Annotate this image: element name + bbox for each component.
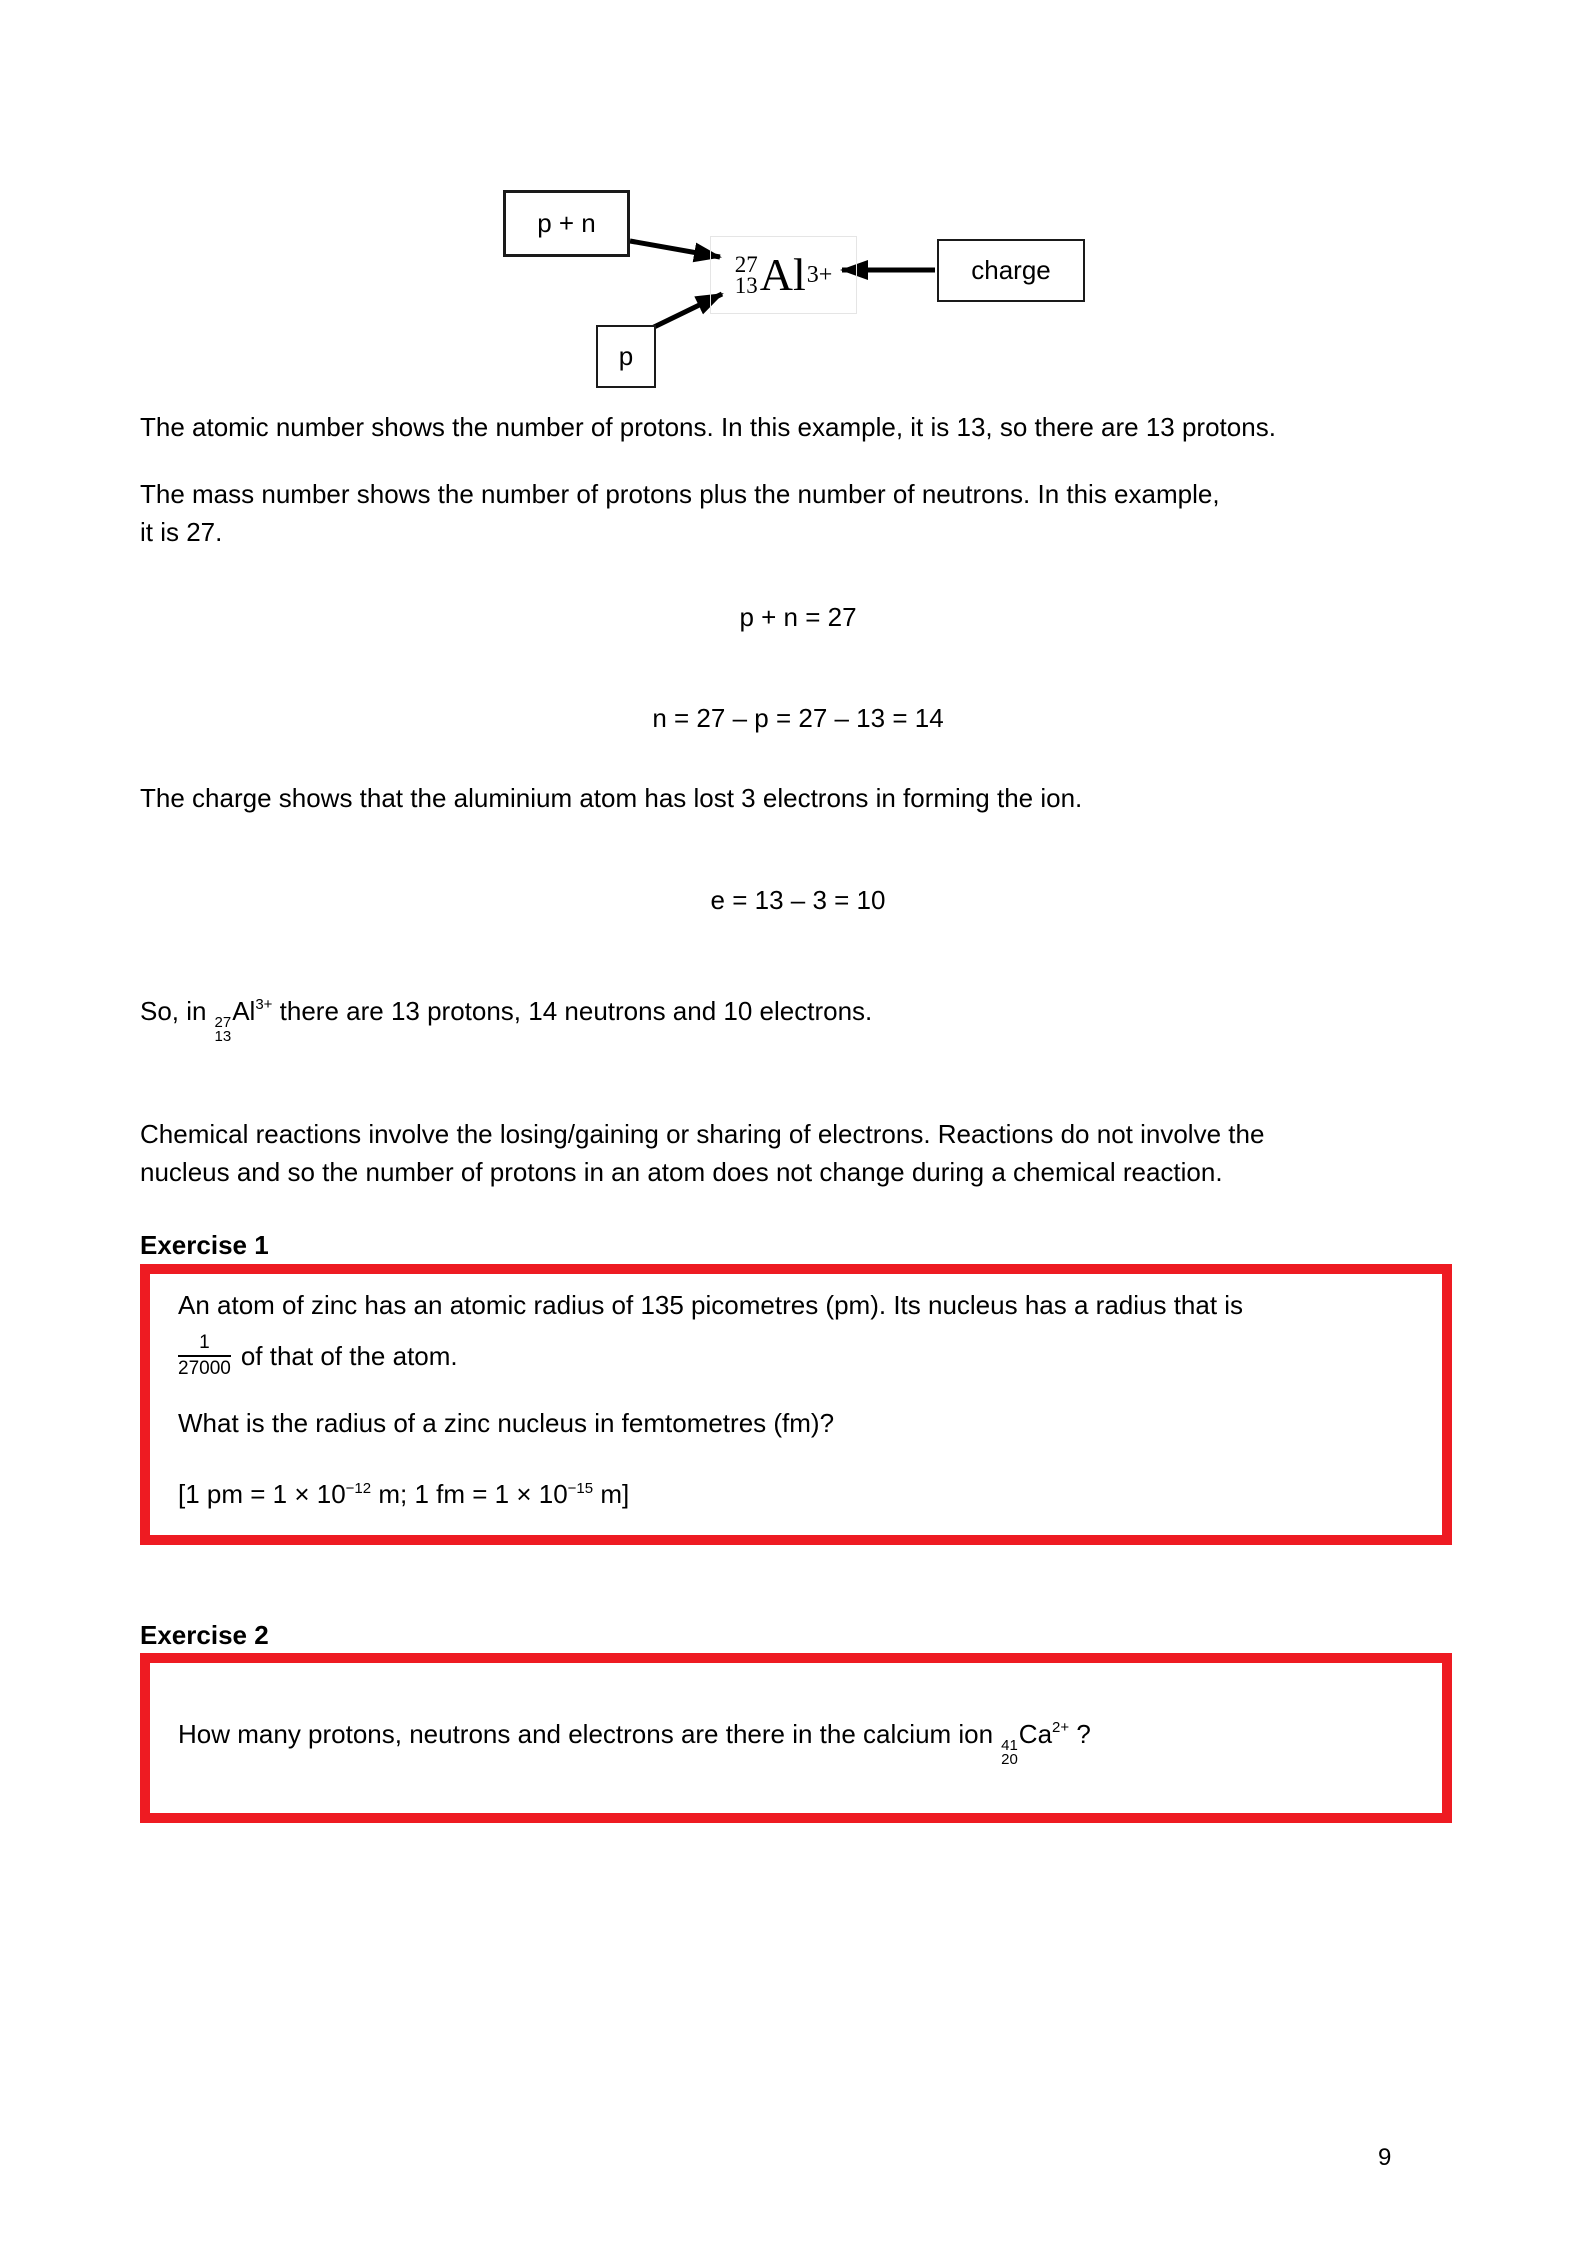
exercise2-question (178, 1709, 1091, 1767)
exercise1-hint (178, 1470, 1422, 1513)
paragraph-mass-number (140, 475, 1456, 551)
exponent-minus12: −12 (345, 1480, 372, 1497)
exercise2-box (140, 1653, 1452, 1823)
equation-electrons: e = 13 – 3 = 10 (710, 885, 886, 915)
exercise1-box (140, 1264, 1452, 1545)
fraction (178, 1332, 231, 1380)
exercise1-fraction-line (178, 1330, 1422, 1382)
element-symbol: Al (759, 249, 806, 300)
isotope-mass-atomic-stack (735, 254, 758, 296)
paragraph-chemical-line2: nucleus and so the number of protons in an atom does not change during a chemical reaction. (140, 1157, 1223, 1187)
protons-box (596, 325, 656, 388)
paragraph-mass-number-line2: it is 27. (140, 517, 223, 547)
exercise2-heading: Exercise 2 (140, 1620, 269, 1650)
ion-charge: 2+ (1052, 1719, 1070, 1736)
fraction-numerator: 1 (178, 1332, 231, 1357)
equation-neutrons: n = 27 – p = 27 – 13 = 14 (652, 703, 944, 733)
mass-number: 27 (734, 252, 758, 277)
exercise2-question-suffix: ? (1076, 1719, 1091, 1749)
exercise1-line1: An atom of zinc has an atomic radius of 135 picometres (pm). Its nucleus has a radius that is (178, 1290, 1244, 1320)
isotope-notation-inline-ca (993, 1719, 1070, 1768)
paragraph-chemical-line1: Chemical reactions involve the losing/gaining or sharing of electrons. Reactions do not involve the (140, 1119, 1265, 1149)
element-symbol: Ca (1018, 1719, 1053, 1749)
mass-number: 41 (1001, 1737, 1018, 1754)
protons-label: p (618, 341, 634, 371)
ion-charge: 3+ (255, 996, 273, 1013)
atomic-number: 13 (214, 1028, 232, 1045)
summary-prefix: So, in (140, 996, 207, 1026)
protons-plus-neutrons-box (503, 190, 630, 257)
diagram-arrows (0, 0, 1587, 450)
exercise1-question: What is the radius of a zinc nucleus in femtometres (fm)? (178, 1408, 835, 1438)
exercise2-question-prefix: How many protons, neutrons and electrons are there in the calcium ion (178, 1719, 994, 1749)
paragraph-chemical-reactions (140, 1115, 1456, 1191)
ion-charge: 3+ (806, 261, 833, 288)
mass-number: 27 (214, 1014, 232, 1031)
isotope-mass-atomic-stack (215, 1016, 232, 1044)
isotope-mass-atomic-stack (1001, 1739, 1018, 1767)
hint-part2: m; 1 fm = 1 × 10 (371, 1479, 568, 1509)
page-number: 9 (1378, 2144, 1392, 2171)
charge-label: charge (971, 255, 1051, 285)
element-symbol: Al (232, 996, 256, 1026)
summary-suffix: there are 13 protons, 14 neutrons and 10 electrons. (279, 996, 873, 1026)
paragraph-atomic-number: The atomic number shows the number of protons. In this example, it is 13, so there are 13 protons. (140, 412, 1276, 442)
equation-protons-neutrons: p + n = 27 (739, 602, 857, 632)
paragraph-charge: The charge shows that the aluminium atom has lost 3 electrons in forming the ion. (140, 783, 1083, 813)
arrow-pn-to-isotope (630, 241, 720, 257)
paragraph-summary (140, 986, 1456, 1044)
hint-part1: [1 pm = 1 × 10 (178, 1479, 346, 1509)
isotope-notation-inline-al (207, 996, 273, 1045)
fraction-suffix: of that of the atom. (240, 1341, 458, 1371)
protons-plus-neutrons-label: p + n (537, 208, 596, 238)
isotope-notation-aluminium (710, 236, 857, 314)
exercise1-heading: Exercise 1 (140, 1230, 269, 1260)
fraction-denominator: 27000 (178, 1358, 231, 1379)
atomic-number: 13 (734, 273, 758, 298)
charge-box (937, 239, 1085, 302)
hint-part3: m] (593, 1479, 630, 1509)
atomic-number: 20 (1001, 1751, 1018, 1768)
exponent-minus15: −15 (567, 1480, 594, 1497)
paragraph-mass-number-line1: The mass number shows the number of protons plus the number of neutrons. In this example, (140, 479, 1220, 509)
